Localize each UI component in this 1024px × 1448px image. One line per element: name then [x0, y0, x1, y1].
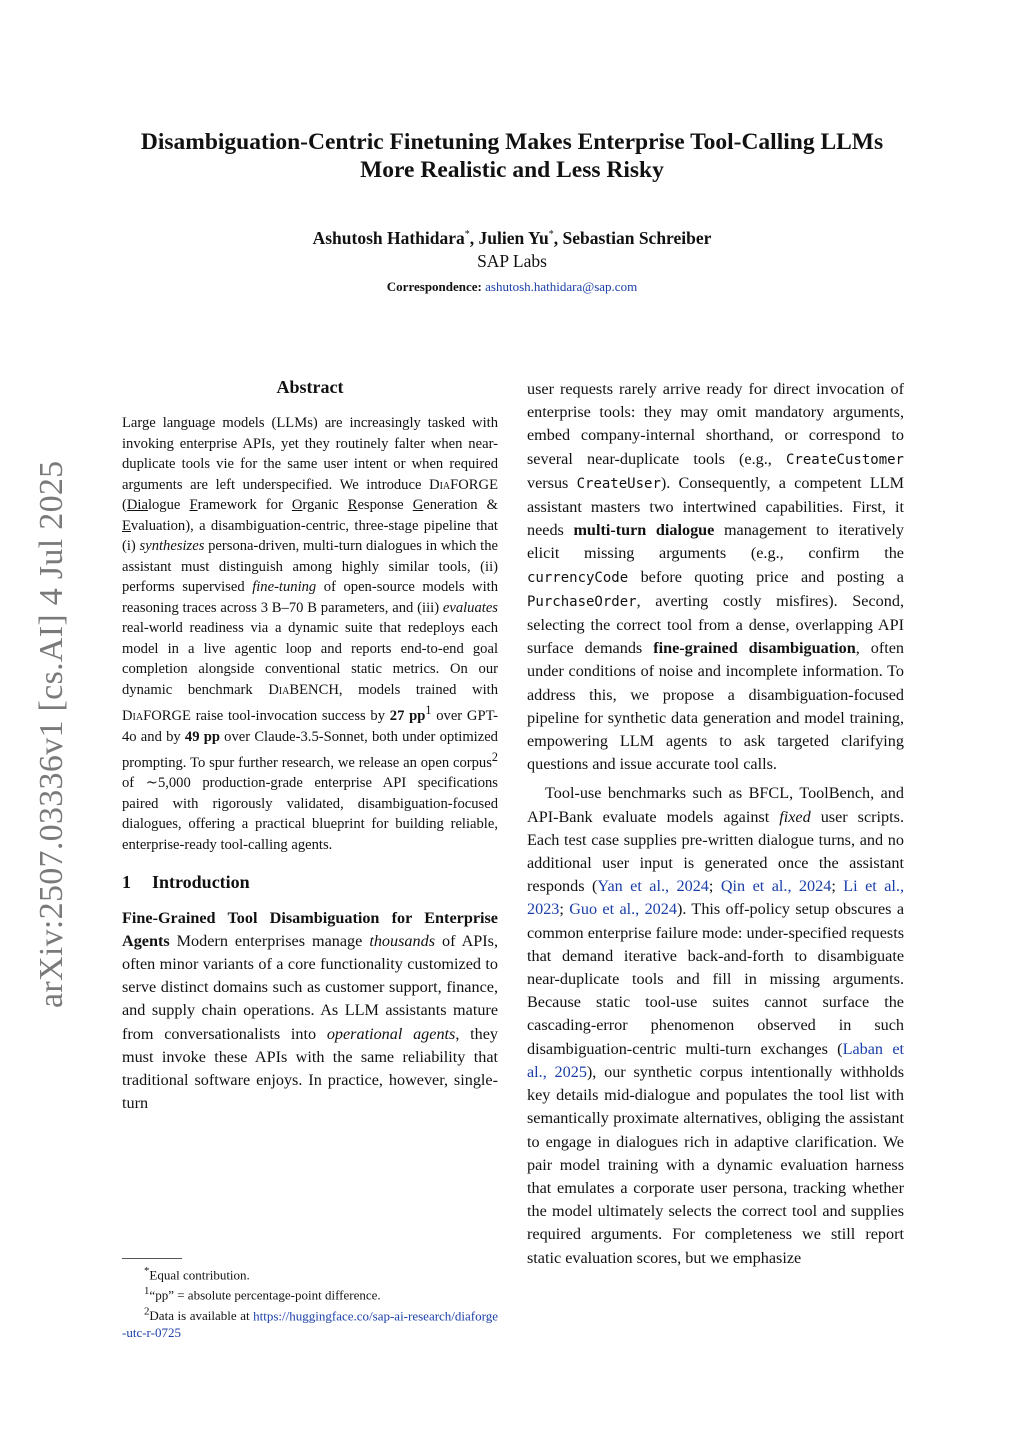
- footnote-equal-contribution: *Equal contribution.: [144, 1265, 250, 1283]
- citation-link[interactable]: Guo et al., 2024: [569, 900, 677, 919]
- section-number: 1: [122, 872, 131, 893]
- text-run: raise tool-invocation success by: [190, 708, 390, 725]
- code-term: PurchaseOrder: [527, 593, 637, 610]
- author-mark: *: [464, 229, 470, 240]
- text-run: logue: [147, 497, 190, 514]
- affiliation: SAP Labs: [477, 250, 547, 271]
- correspondence-label: Correspondence:: [386, 278, 482, 294]
- author-name: Julien Yu: [478, 227, 549, 248]
- dataset-link[interactable]: https://huggingface.co/sap-ai-research/diaforge-utc-r-0725: [122, 1307, 498, 1340]
- citation-link[interactable]: Li et al., 2023: [527, 877, 904, 919]
- left-column: [122, 376, 498, 1115]
- arxiv-stamp: arXiv:2507.03336v1 [cs.AI] 4 Jul 2025: [33, 460, 70, 1008]
- footnote-2: $^2$Data is available at https://huggingface.co/sap-ai-research/diaforge-utc-r-0725: [122, 1305, 498, 1340]
- text-run: of open-source models with reasoning traces across 3 B–70 B parameters, and (iii): [122, 579, 498, 616]
- citation-link[interactable]: Laban et al., 2025: [527, 1039, 904, 1081]
- text-run: ramework for: [197, 497, 292, 514]
- title-line-2: More Realistic and Less Risky: [360, 157, 664, 183]
- text-run: Dia: [126, 497, 148, 514]
- text-run: Modern enterprises manage: [169, 931, 370, 950]
- text-run: of ∼5,000 production-grade enterprise API specifications paired with rigorously validated, disambiguation-focused dialogues, offering a practical blueprint for building reliable, enterprise-ready tool-calling agents.: [122, 775, 498, 853]
- text-run: over Claude-3.5-Sonnet, both under optimized prompting. To spur further research, we release an open corpus: [122, 728, 498, 771]
- text-run: rganic: [302, 497, 348, 514]
- text-run: E: [122, 517, 131, 534]
- author-mark: *: [548, 229, 554, 240]
- abstract-heading: Abstract: [276, 377, 344, 397]
- text-run: user scripts. Each test case supplies pre-written dialogue turns, and no additional user input is generated once the assistant responds (: [527, 807, 904, 896]
- intro-paragraph-right-1: [527, 378, 904, 776]
- text-run: ;: [831, 877, 844, 896]
- text-run: ). This off-policy setup obscures a common enterprise failure mode: under-specified requests that demand iterative back-and-forth to disambiguate near-duplicate tools and fill in missing arguments. Because static tool-use suites cannot surface the cascading-error phenomenon observed in such disambiguation-centric multi-turn exchanges (: [527, 900, 904, 1058]
- text-run: before quoting price and posting a: [628, 567, 904, 586]
- title-line-1: Disambiguation-Centric Finetuning Makes Enterprise Tool-Calling LLMs: [140, 129, 884, 155]
- text-run: Tool-use benchmarks such as BFCL, ToolBench, and API-Bank evaluate models against: [527, 784, 904, 826]
- paper-title: [0, 128, 1024, 184]
- right-column: [527, 378, 904, 1270]
- author-name: Ashutosh Hathidara: [312, 227, 465, 248]
- text-run: ). Consequently, a competent LLM assistant masters two intertwined capabilities. First, it needs: [527, 473, 904, 540]
- author-name: Sebastian Schreiber: [562, 227, 712, 248]
- text-run: real-world readiness via a dynamic suite that redeploys each model in a live agentic loop and reports end-to-end goal completion alongside conventional static metrics. On our dynamic benchmark: [122, 620, 498, 698]
- intro-paragraph-left: [122, 907, 498, 1116]
- text-run: R: [347, 497, 358, 514]
- correspondence: [0, 279, 1024, 295]
- text-run: O: [291, 497, 303, 514]
- text-run: , models trained with: [338, 681, 498, 698]
- code-term: currencyCode: [527, 569, 629, 586]
- text-run: multi-turn dialogue: [573, 521, 715, 540]
- text-run: persona-driven, multi-turn dialogues in which the assistant must distinguish among highly similar tools, (ii) performs supervised: [122, 538, 498, 596]
- text-run: over GPT-4o and by: [122, 708, 498, 745]
- footnotes: [122, 1258, 498, 1341]
- text-run: , averting costly misfires). Second, selecting the correct tool from a dense, overlapping API surface demands: [527, 591, 904, 658]
- code-term: CreateUser: [576, 475, 661, 492]
- text-run: (: [122, 497, 127, 514]
- footnote-1: $^1$“pp” = absolute percentage-point difference.: [144, 1285, 381, 1303]
- section-heading: [122, 871, 498, 894]
- text-run: Large language models (LLMs) are increasingly tasked with invoking enterprise APIs, yet they routinely falter when near-duplicate tools vie for the same user intent or when required arguments are left underspecified. We introduce: [122, 415, 498, 493]
- text-run: ;: [708, 877, 721, 896]
- citation-link[interactable]: Yan et al., 2024: [597, 877, 709, 896]
- text-run: fine-grained disambiguation: [653, 639, 856, 658]
- text-run: user requests rarely arrive ready for direct invocation of enterprise tools: they may omit mandatory arguments, embed company-internal shorthand, or correspond to several near-duplicate tools (e.g.,: [527, 380, 904, 468]
- text-run: 2: [491, 750, 498, 765]
- text-run: , they must invoke these APIs with the same reliability that traditional software enjoys. In practice, however, single-turn: [122, 1024, 498, 1113]
- text-run: management to iteratively elicit missing arguments (e.g., confirm the: [527, 521, 905, 563]
- correspondence-email-link[interactable]: ashutosh.hathidara@sap.com: [485, 278, 638, 294]
- citation-link[interactable]: Qin et al., 2024: [720, 877, 832, 896]
- text-run: 49 pp: [184, 728, 220, 745]
- text-run: 1: [425, 703, 432, 718]
- text-run: eneration &: [423, 497, 498, 514]
- text-run: synthesizes: [139, 538, 205, 555]
- abstract-body: [122, 413, 498, 855]
- text-run: esponse: [357, 497, 413, 514]
- text-run: evaluates: [442, 599, 498, 616]
- text-run: valuation), a disambiguation-centric, three-stage pipeline that (i): [122, 517, 498, 555]
- text-run: , often under conditions of noise and incomplete information. To address this, we propose a disambiguation-focused pipeline for synthetic data generation and model training, empowering LLM agents to ask targeted clarifying questions and issue accurate tool calls.: [527, 639, 904, 774]
- text-run: 27 pp: [389, 708, 426, 725]
- text-run: ), our synthetic corpus intentionally withholds key details mid-dialogue and populates the tool list with semantically proximate alternatives, obliging the assistant to engage in dialogues rich in adaptive clarification. We pair model training with a dynamic evaluation harness that emulates a corporate user persona, tracking whether the model ultimately selects the correct tool and supplies required arguments. For completeness we still report static evaluation scores, but we emphasize: [527, 1062, 905, 1267]
- code-term: CreateCustomer: [785, 451, 904, 468]
- text-run: DiaFORGE: [122, 708, 191, 725]
- text-run: G: [412, 497, 424, 514]
- text-run: operational agents: [326, 1024, 456, 1043]
- section-title: Introduction: [152, 872, 250, 893]
- text-run: thousands: [369, 931, 435, 950]
- paper-header: [0, 128, 1024, 295]
- text-run: ;: [559, 900, 570, 919]
- text-run: F: [189, 497, 198, 514]
- author-list: Ashutosh Hathidara*, Julien Yu*, Sebastian Schreiber: [312, 227, 712, 248]
- footnote-rule: [122, 1258, 182, 1259]
- text-run: of APIs, often minor variants of a core functionality customized to serve distinct domains such as customer support, finance, and supply chain operations. As LLM assistants mature from conversationalists into: [122, 931, 498, 1043]
- text-run: fixed: [779, 807, 811, 826]
- text-run: DiaFORGE: [429, 476, 498, 493]
- text-run: DiaBENCH: [268, 681, 339, 698]
- text-run: Fine-Grained Tool Disambiguation for Enterprise Agents: [122, 908, 498, 950]
- text-run: fine-tuning: [252, 579, 317, 596]
- text-run: versus: [527, 473, 577, 492]
- intro-paragraph-right-2: [527, 782, 904, 1269]
